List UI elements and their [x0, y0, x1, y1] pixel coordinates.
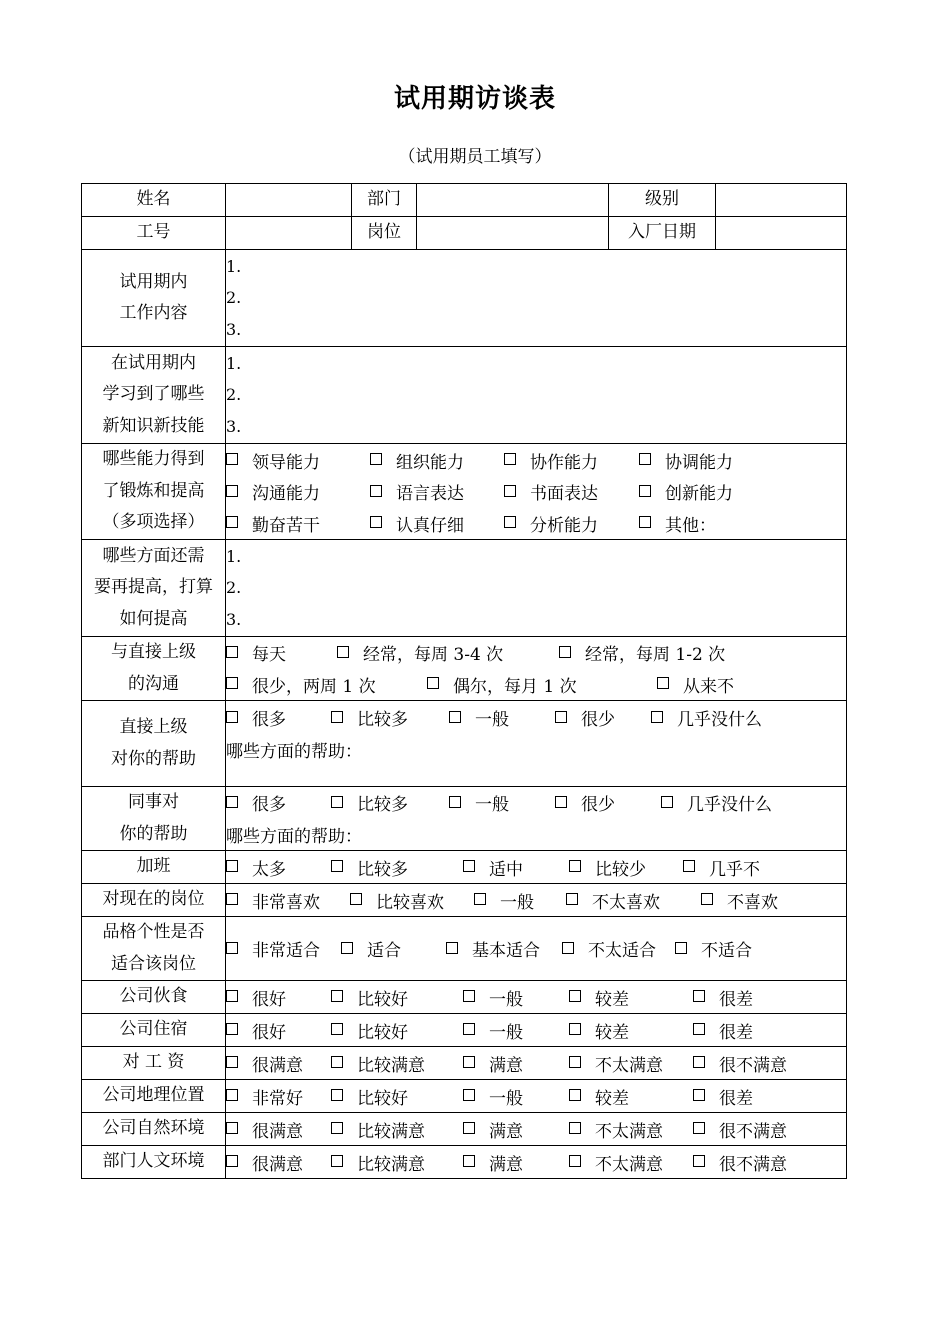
checkbox-icon[interactable] [427, 677, 439, 689]
comm-option-label: 经常，每周 1-2 次 [585, 645, 726, 666]
ability-option[interactable] [639, 511, 716, 536]
checkbox-icon[interactable] [693, 1122, 705, 1134]
fit-option-label: 基本适合 [472, 941, 540, 961]
salary-option-label: 很满意 [252, 1055, 303, 1076]
suphelp-option-label: 很少 [581, 710, 615, 731]
ability-option-label: 协调能力 [665, 452, 733, 473]
checkbox-icon[interactable] [463, 1155, 475, 1167]
level-label: 级别 [609, 184, 716, 217]
name-field[interactable] [226, 184, 352, 217]
ability-option-label: 沟通能力 [252, 484, 320, 504]
comm-option[interactable] [427, 672, 657, 697]
colhelp-option-label: 几乎没什么 [687, 795, 772, 816]
checkbox-icon[interactable] [331, 1122, 343, 1134]
abilities-options [226, 444, 847, 540]
improve-label: 哪些方面还需 要再提高，打算 如何提高 [82, 540, 226, 637]
fit-option[interactable] [562, 936, 675, 961]
location-options [226, 1080, 847, 1113]
post-like-label: 对现在的岗位 [82, 884, 226, 917]
food-option[interactable] [226, 985, 331, 1010]
food-option-label: 一般 [489, 989, 523, 1010]
colleague-help-label: 同事对 你的帮助 [82, 787, 226, 851]
location-label: 公司地理位置 [82, 1080, 226, 1113]
food-option-label: 很差 [719, 989, 753, 1010]
checkbox-icon[interactable] [639, 516, 651, 528]
checkbox-icon[interactable] [693, 1155, 705, 1167]
location-option[interactable] [693, 1084, 753, 1109]
checkbox-icon[interactable] [504, 516, 516, 528]
ability-option[interactable] [504, 511, 639, 536]
post-like-options [226, 884, 847, 917]
culture-option-label: 满意 [489, 1154, 523, 1175]
checkbox-icon[interactable] [463, 1122, 475, 1134]
checkbox-icon[interactable] [449, 711, 461, 723]
nature-option-label: 比较满意 [357, 1121, 425, 1142]
suphelp-option[interactable] [555, 705, 651, 730]
nature-option-label: 很满意 [252, 1121, 303, 1142]
checkbox-icon[interactable] [370, 453, 382, 465]
dorm-option-label: 比较好 [357, 1022, 408, 1043]
ability-option-label: 语言表达 [396, 484, 464, 504]
post-field[interactable] [417, 217, 609, 250]
location-option-label: 较差 [595, 1088, 629, 1109]
suphelp-option-label: 很多 [252, 710, 286, 731]
nature-option[interactable] [331, 1117, 463, 1142]
join-date-field[interactable] [716, 217, 847, 250]
ability-option[interactable] [226, 511, 370, 536]
checkbox-icon[interactable] [463, 1056, 475, 1068]
culture-option-label: 比较满意 [357, 1154, 425, 1175]
nature-option[interactable] [226, 1117, 331, 1142]
suphelp-option[interactable] [226, 705, 331, 730]
checkbox-icon[interactable] [657, 677, 669, 689]
supervisor-help-options [226, 701, 847, 787]
checkbox-icon[interactable] [555, 711, 567, 723]
checkbox-icon[interactable] [370, 516, 382, 528]
checkbox-icon[interactable] [226, 646, 238, 658]
colleague-help-note[interactable]: 哪些方面的帮助： [226, 826, 362, 847]
fit-option-label: 不适合 [701, 941, 752, 961]
checkbox-icon[interactable] [693, 1023, 705, 1035]
food-option[interactable] [331, 985, 463, 1010]
fit-option[interactable] [446, 936, 562, 961]
ability-option[interactable] [639, 479, 733, 504]
suphelp-option-label: 一般 [475, 710, 509, 731]
checkbox-icon[interactable] [226, 893, 238, 905]
checkbox-icon[interactable] [226, 516, 238, 528]
ability-option-label: 书面表达 [530, 484, 598, 504]
fit-option[interactable] [341, 936, 446, 961]
overtime-option-label: 比较多 [357, 859, 408, 880]
work-content-field[interactable]: 1. 2. 3. [226, 250, 847, 347]
page-title: 试用期访谈表 [393, 84, 556, 114]
location-option-label: 很差 [719, 1088, 753, 1109]
ability-option-label: 勤奋苦干 [252, 515, 320, 536]
checkbox-icon[interactable] [569, 990, 581, 1002]
fit-option[interactable] [226, 936, 341, 961]
culture-option-label: 不太满意 [595, 1154, 663, 1175]
ability-option[interactable] [504, 479, 639, 504]
colhelp-option[interactable] [226, 790, 331, 815]
culture-option[interactable] [331, 1150, 463, 1175]
interview-form [81, 183, 847, 1179]
colleague-help-options [226, 787, 847, 851]
salary-option-label: 比较满意 [357, 1055, 425, 1076]
suphelp-option[interactable] [651, 705, 762, 730]
salary-label: 对 工 资 [82, 1047, 226, 1080]
postlike-option-label: 不太喜欢 [592, 892, 660, 913]
checkbox-icon[interactable] [569, 1023, 581, 1035]
checkbox-icon[interactable] [341, 942, 353, 954]
ability-option-label: 分析能力 [530, 515, 598, 536]
checkbox-icon[interactable] [693, 990, 705, 1002]
dorm-option-label: 很差 [719, 1022, 753, 1043]
colhelp-option-label: 比较多 [357, 795, 408, 816]
comm-option[interactable] [559, 640, 725, 665]
overtime-option-label: 太多 [252, 859, 286, 880]
nature-option[interactable] [463, 1117, 569, 1142]
dorm-option-label: 一般 [489, 1022, 523, 1043]
checkbox-icon[interactable] [463, 990, 475, 1002]
dorm-option-label: 很好 [252, 1022, 286, 1043]
culture-option[interactable] [693, 1150, 787, 1175]
culture-option[interactable] [226, 1150, 331, 1175]
checkbox-icon[interactable] [661, 796, 673, 808]
checkbox-icon[interactable] [226, 860, 238, 872]
checkbox-icon[interactable] [474, 893, 486, 905]
colhelp-option[interactable] [661, 790, 772, 815]
checkbox-icon[interactable] [226, 796, 238, 808]
checkbox-icon[interactable] [562, 942, 574, 954]
dorm-options [226, 1014, 847, 1047]
join-date-label: 入厂日期 [609, 217, 716, 250]
suphelp-option-label: 比较多 [357, 710, 408, 731]
checkbox-icon[interactable] [569, 1056, 581, 1068]
postlike-option[interactable] [474, 888, 566, 913]
personality-fit-options [226, 917, 847, 981]
checkbox-icon[interactable] [337, 646, 349, 658]
dorm-option[interactable] [569, 1018, 693, 1043]
checkbox-icon[interactable] [331, 990, 343, 1002]
personality-fit-label: 品格个性是否 适合该岗位 [82, 917, 226, 981]
checkbox-icon[interactable] [566, 893, 578, 905]
colhelp-option[interactable] [449, 790, 555, 815]
checkbox-icon[interactable] [226, 677, 238, 689]
ability-option-label: 其他： [665, 515, 716, 536]
cultural-environment-label: 部门人文环境 [82, 1146, 226, 1179]
ability-option[interactable] [370, 511, 504, 536]
postlike-option[interactable] [226, 888, 350, 913]
location-option[interactable] [569, 1084, 693, 1109]
checkbox-icon[interactable] [226, 1056, 238, 1068]
natural-environment-options [226, 1113, 847, 1146]
checkbox-icon[interactable] [226, 1023, 238, 1035]
checkbox-icon[interactable] [693, 1089, 705, 1101]
salary-option[interactable] [463, 1051, 569, 1076]
comm-option[interactable] [337, 640, 559, 665]
dept-label: 部门 [352, 184, 417, 217]
location-option-label: 非常好 [252, 1088, 303, 1109]
suphelp-option[interactable] [331, 705, 449, 730]
suphelp-option[interactable] [449, 705, 555, 730]
ability-option-label: 协作能力 [530, 452, 598, 473]
food-option[interactable] [693, 985, 753, 1010]
page-subtitle: （试用期员工填写） [398, 147, 552, 167]
improve-field[interactable]: 1. 2. 3. [226, 540, 847, 637]
salary-option-label: 不太满意 [595, 1055, 663, 1076]
ability-option[interactable] [370, 479, 504, 504]
ability-option-label: 领导能力 [252, 452, 320, 473]
checkbox-icon[interactable] [331, 1023, 343, 1035]
level-field[interactable] [716, 184, 847, 217]
checkbox-icon[interactable] [226, 711, 238, 723]
checkbox-icon[interactable] [639, 453, 651, 465]
suphelp-option-label: 几乎没什么 [677, 710, 762, 731]
checkbox-icon[interactable] [331, 796, 343, 808]
culture-option[interactable] [569, 1150, 693, 1175]
checkbox-icon[interactable] [449, 796, 461, 808]
checkbox-icon[interactable] [569, 1089, 581, 1101]
ability-option[interactable] [639, 448, 733, 473]
salary-options [226, 1047, 847, 1080]
checkbox-icon[interactable] [504, 485, 516, 497]
dorm-option[interactable] [226, 1018, 331, 1043]
colhelp-option[interactable] [555, 790, 661, 815]
learned-skills-label: 在试用期内 学习到了哪些 新知识新技能 [82, 347, 226, 444]
overtime-option-label: 几乎不 [709, 859, 760, 880]
salary-option[interactable] [331, 1051, 463, 1076]
dorm-option[interactable] [331, 1018, 463, 1043]
ability-option-label: 创新能力 [665, 484, 733, 504]
ability-option[interactable] [226, 479, 370, 504]
checkbox-icon[interactable] [331, 1089, 343, 1101]
location-option-label: 一般 [489, 1088, 523, 1109]
salary-option-label: 满意 [489, 1055, 523, 1076]
supervisor-communication-options [226, 637, 847, 701]
checkbox-icon[interactable] [675, 942, 687, 954]
checkbox-icon[interactable] [569, 1155, 581, 1167]
fit-option-label: 适合 [367, 941, 401, 961]
comm-option-label: 很少，两周 1 次 [252, 676, 376, 697]
checkbox-icon[interactable] [559, 646, 571, 658]
overtime-option[interactable] [331, 855, 463, 880]
checkbox-icon[interactable] [463, 1023, 475, 1035]
comm-option[interactable] [657, 672, 734, 697]
colhelp-option-label: 一般 [475, 795, 509, 816]
dorm-option[interactable] [463, 1018, 569, 1043]
checkbox-icon[interactable] [693, 1056, 705, 1068]
overtime-option-label: 比较少 [595, 859, 646, 880]
checkbox-icon[interactable] [226, 453, 238, 465]
checkbox-icon[interactable] [701, 893, 713, 905]
culture-option-label: 很满意 [252, 1154, 303, 1175]
checkbox-icon[interactable] [226, 990, 238, 1002]
learned-skills-field[interactable]: 1. 2. 3. [226, 347, 847, 444]
name-label: 姓名 [82, 184, 226, 217]
comm-option-label: 偶尔，每月 1 次 [453, 676, 577, 697]
postlike-option[interactable] [701, 888, 778, 913]
id-label: 工号 [82, 217, 226, 250]
checkbox-icon[interactable] [504, 453, 516, 465]
checkbox-icon[interactable] [651, 711, 663, 723]
overtime-option-label: 适中 [489, 859, 523, 880]
checkbox-icon[interactable] [463, 1089, 475, 1101]
supervisor-communication-label: 与直接上级 的沟通 [82, 637, 226, 701]
dept-field[interactable] [417, 184, 609, 217]
fit-option-label: 不太适合 [588, 941, 656, 961]
cultural-environment-options [226, 1146, 847, 1179]
nature-option[interactable] [569, 1117, 693, 1142]
checkbox-icon[interactable] [331, 711, 343, 723]
salary-option[interactable] [693, 1051, 787, 1076]
comm-option[interactable] [226, 640, 337, 665]
salary-option-label: 很不满意 [719, 1055, 787, 1076]
overtime-option[interactable] [569, 855, 683, 880]
food-option[interactable] [463, 985, 569, 1010]
id-field[interactable] [226, 217, 352, 250]
postlike-option[interactable] [350, 888, 474, 913]
comm-option-label: 经常，每周 3-4 次 [363, 645, 504, 666]
checkbox-icon[interactable] [569, 860, 581, 872]
overtime-options [226, 851, 847, 884]
checkbox-icon[interactable] [331, 1155, 343, 1167]
abilities-label: 哪些能力得到 了锻炼和提高 （多项选择） [82, 444, 226, 540]
overtime-label: 加班 [82, 851, 226, 884]
checkbox-icon[interactable] [226, 485, 238, 497]
colhelp-option[interactable] [331, 790, 449, 815]
salary-option[interactable] [569, 1051, 693, 1076]
checkbox-icon[interactable] [569, 1122, 581, 1134]
checkbox-icon[interactable] [639, 485, 651, 497]
colhelp-option-label: 很多 [252, 795, 286, 816]
checkbox-icon[interactable] [683, 860, 695, 872]
ability-option-label: 组织能力 [396, 452, 464, 473]
checkbox-icon[interactable] [226, 1089, 238, 1101]
dorm-option-label: 较差 [595, 1022, 629, 1043]
ability-option-label: 认真仔细 [396, 515, 464, 536]
overtime-option[interactable] [683, 855, 760, 880]
work-content-label: 试用期内 工作内容 [82, 250, 226, 347]
checkbox-icon[interactable] [350, 893, 362, 905]
food-option[interactable] [569, 985, 693, 1010]
checkbox-icon[interactable] [226, 1122, 238, 1134]
fit-option-label: 非常适合 [252, 941, 320, 961]
checkbox-icon[interactable] [226, 942, 238, 954]
comm-option-label: 从来不 [683, 676, 734, 697]
overtime-option[interactable] [463, 855, 569, 880]
nature-option-label: 不太满意 [595, 1121, 663, 1142]
supervisor-help-label: 直接上级 对你的帮助 [82, 701, 226, 787]
checkbox-icon[interactable] [555, 796, 567, 808]
culture-option-label: 很不满意 [719, 1154, 787, 1175]
postlike-option-label: 比较喜欢 [376, 892, 444, 913]
postlike-option-label: 非常喜欢 [252, 892, 320, 913]
salary-option[interactable] [226, 1051, 331, 1076]
food-option-label: 很好 [252, 989, 286, 1010]
comm-option[interactable] [226, 672, 427, 697]
colhelp-option-label: 很少 [581, 795, 615, 816]
culture-option[interactable] [463, 1150, 569, 1175]
ability-option[interactable] [504, 448, 639, 473]
food-label: 公司伙食 [82, 981, 226, 1014]
food-option-label: 较差 [595, 989, 629, 1010]
ability-option[interactable] [226, 448, 370, 473]
post-label: 岗位 [352, 217, 417, 250]
nature-option-label: 很不满意 [719, 1121, 787, 1142]
food-option-label: 比较好 [357, 989, 408, 1010]
location-option[interactable] [331, 1084, 463, 1109]
nature-option-label: 满意 [489, 1121, 523, 1142]
location-option[interactable] [463, 1084, 569, 1109]
checkbox-icon[interactable] [446, 942, 458, 954]
dorm-option[interactable] [693, 1018, 753, 1043]
postlike-option-label: 一般 [500, 892, 534, 913]
checkbox-icon[interactable] [331, 1056, 343, 1068]
dorm-label: 公司住宿 [82, 1014, 226, 1047]
nature-option[interactable] [693, 1117, 787, 1142]
natural-environment-label: 公司自然环境 [82, 1113, 226, 1146]
location-option-label: 比较好 [357, 1088, 408, 1109]
checkbox-icon[interactable] [370, 485, 382, 497]
overtime-option[interactable] [226, 855, 331, 880]
food-options [226, 981, 847, 1014]
location-option[interactable] [226, 1084, 331, 1109]
ability-option[interactable] [370, 448, 504, 473]
checkbox-icon[interactable] [331, 860, 343, 872]
postlike-option[interactable] [566, 888, 701, 913]
comm-option-label: 每天 [252, 645, 286, 666]
postlike-option-label: 不喜欢 [727, 892, 778, 913]
checkbox-icon[interactable] [226, 1155, 238, 1167]
checkbox-icon[interactable] [463, 860, 475, 872]
supervisor-help-note[interactable]: 哪些方面的帮助： [226, 741, 362, 762]
fit-option[interactable] [675, 936, 752, 961]
